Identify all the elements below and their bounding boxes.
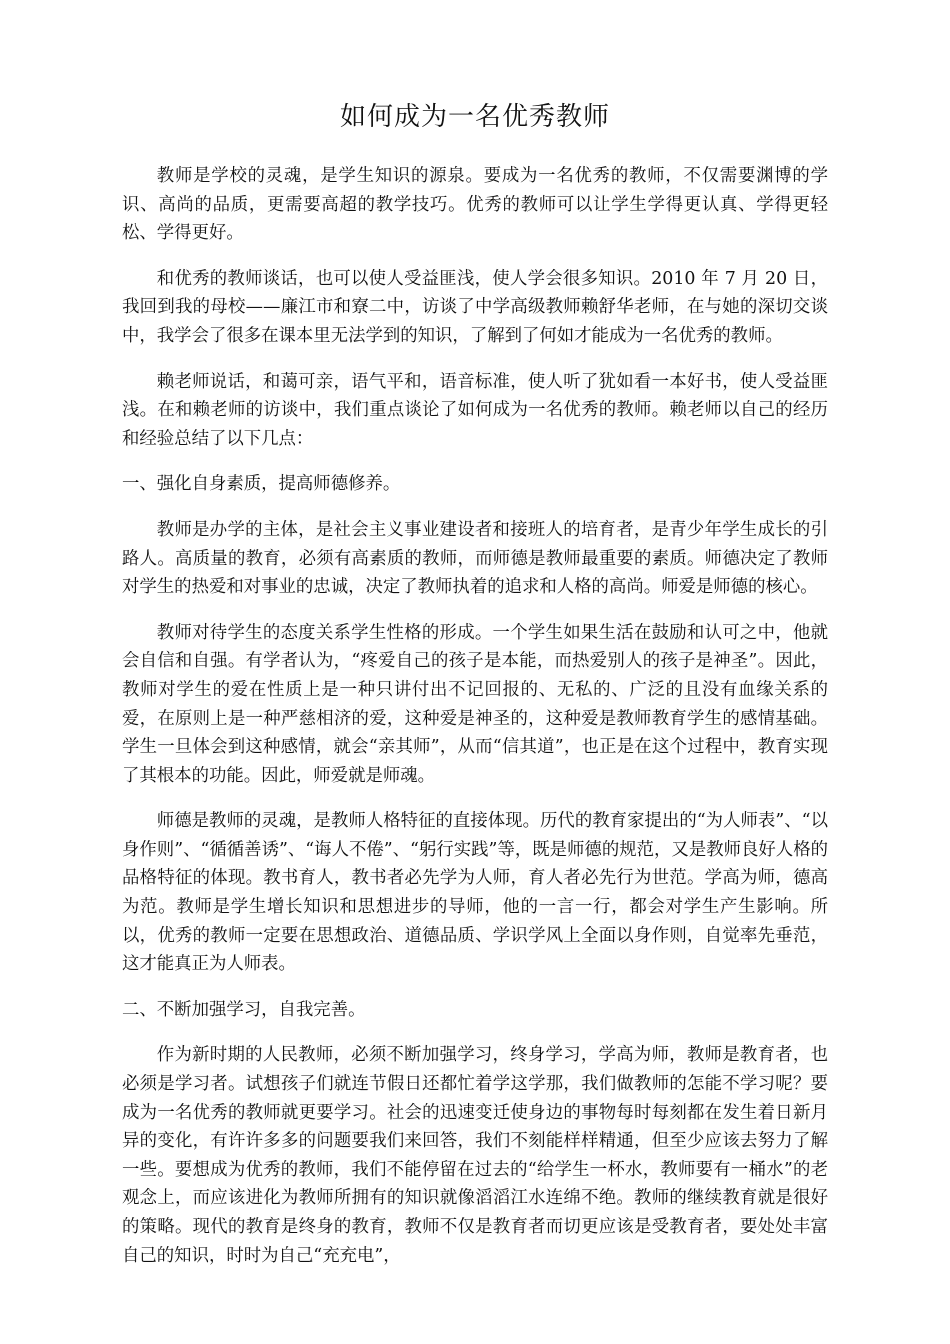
paragraph-teacher-love: 教师对待学生的态度关系学生性格的形成。一个学生如果生活在鼓励和认可之中，他就会自信和自强。有学者认为，“疼爱自己的孩子是本能，而热爱别人的孩子是神圣”。因此，教师对学生的爱在性质上是一种只讲付出不记回报的、无私的、广泛的且没有血缘关系的爱，在原则上是一种严慈相济的爱，这种爱是神圣的，这种爱是教师教育学生的感情基础。学生一旦体会到这种感情，就会“亲其师”，从而“信其道”，也正是在这个过程中，教育实现了其根本的功能。因此，师爱就是师魂。 [122,622,828,786]
paragraph-intro: 教师是学校的灵魂，是学生知识的源泉。要成为一名优秀的教师，不仅需要渊博的学识、高尚的品质，更需要高超的教学技巧。优秀的教师可以让学生学得更认真、学得更轻松、学得更好。 [122,166,828,244]
paragraph-teacher-role: 教师是办学的主体，是社会主义事业建设者和接班人的培育者，是青少年学生成长的引路人。高质量的教育，必须有高素质的教师，而师德是教师最重要的素质。师德决定了教师对学生的热爱和对事业的忠诚，决定了教师执着的追求和人格的高尚。师爱是师德的核心。 [122,519,828,598]
section-heading-1: 一、强化自身素质，提高师德修养。 [122,474,401,495]
document-body [122,162,828,1270]
paragraph-learning: 作为新时期的人民教师，必须不断加强学习，终身学习，学高为师，教师是教育者，也必须是学习者。试想孩子们就连节假日还都忙着学这学那，我们做教师的怎能不学习呢？要成为一名优秀的教师就更要学习。社会的迅速变迁使身边的事物每时每刻都在发生着日新月异的变化，有许许多多的问题要我们来回答，我们不刻能样样精通，但至少应该去努力了解一些。要想成为优秀的教师，我们不能停留在过去的“给学生一杯水，教师要有一桶水”的老观念上，而应该进化为教师所拥有的知识就像滔滔江水连绵不绝。教师的继续教育就是很好的策略。现代的教育是终身的教育，教师不仅是教育者而切更应该是受教育者，要处处丰富自己的知识，时时为自己“充充电”， [122,1045,828,1266]
paragraph-interview: 和优秀的教师谈话，也可以使人受益匪浅，使人学会很多知识。2010 年 7 月 20 日，我回到我的母校——廉江市和寮二中，访谈了中学高级教师赖舒华老师，在与她的深切交谈中，我学会了很多在课本里无法学到的知识，了解到了何如才能成为一名优秀的教师。 [122,268,828,346]
document-title: 如何成为一名优秀教师 [339,102,610,132]
section-heading-2: 二、不断加强学习，自我完善。 [122,999,366,1020]
document-page [122,0,828,1287]
paragraph-teacher-ethics: 师德是教师的灵魂，是教师人格特征的直接体现。历代的教育家提出的“为人师表”、“以身作则”、“循循善诱”、“诲人不倦”、“躬行实践”等，既是师德的规范，又是教师良好人格的品格特征的体现。教书育人，教书者必先学为人师，育人者必先行为世范。学高为师，德高为范。教师是学生增长知识和思想进步的导师，他的一言一行，都会对学生产生影响。所以，优秀的教师一定要在思想政治、道德品质、学识学风上全面以身作则，自觉率先垂范，这才能真正为人师表。 [122,811,828,975]
paragraph-teacher-lai: 赖老师说话，和蔼可亲，语气平和，语音标准，使人听了犹如看一本好书，使人受益匪浅。在和赖老师的访谈中，我们重点谈论了如何成为一名优秀的教师。赖老师以自己的经历和经验总结了以下几点： [122,371,828,449]
